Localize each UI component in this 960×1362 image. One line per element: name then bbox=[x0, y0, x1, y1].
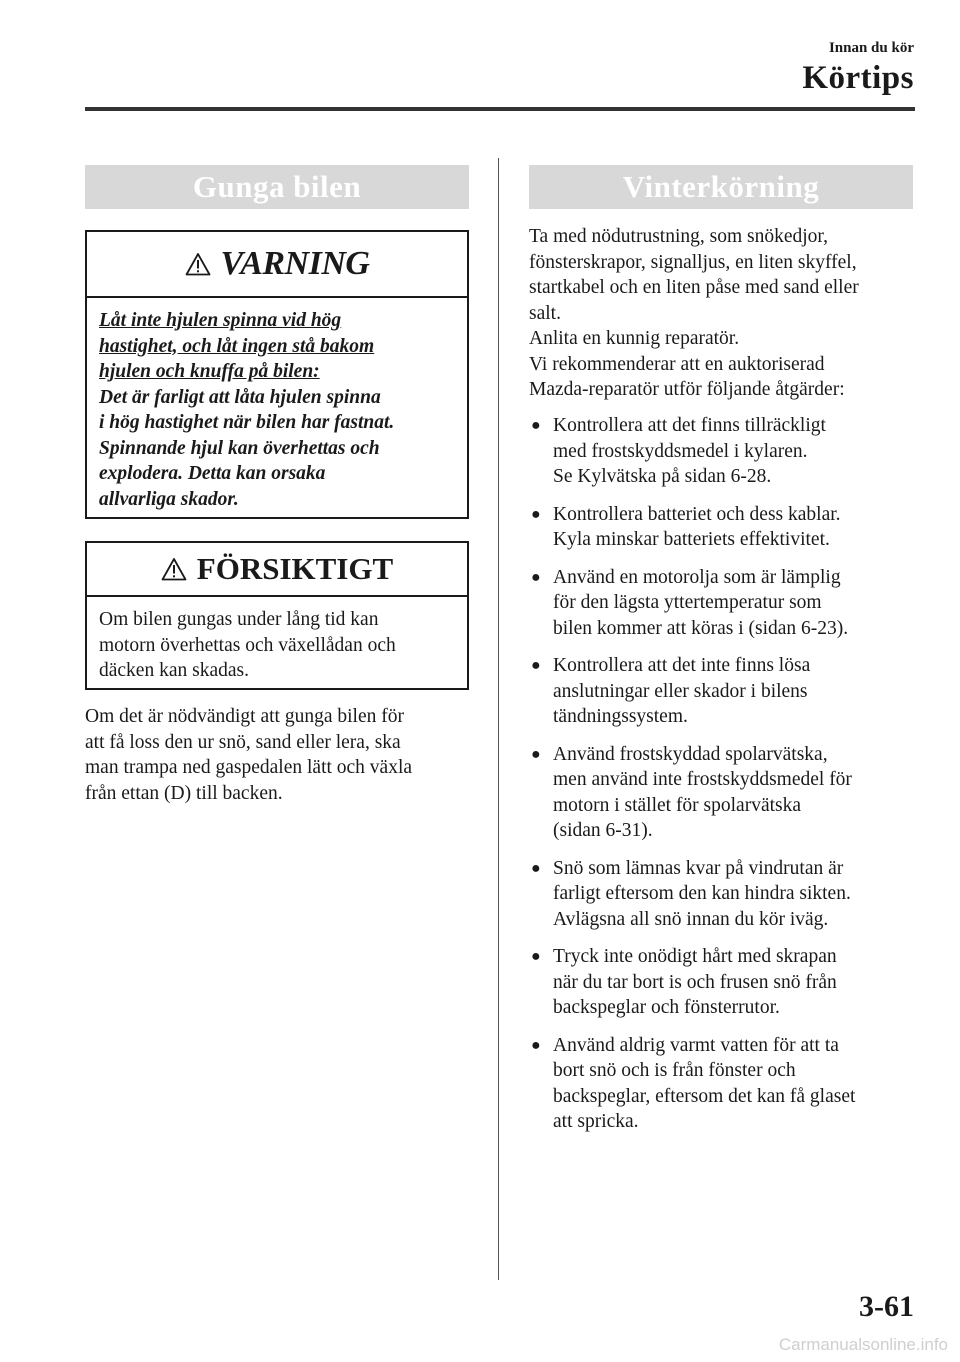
warning-underlined-line: hjulen och knuffa på bilen: bbox=[99, 361, 320, 382]
bullet-icon: ● bbox=[531, 657, 541, 674]
warning-underlined-line: Låt inte hjulen spinna vid hög bbox=[99, 310, 342, 331]
chapter-label: Innan du kör bbox=[828, 40, 914, 56]
warning-line: explodera. Detta kan orsaka bbox=[99, 463, 326, 484]
paragraph-line: från ettan (D) till backen. bbox=[85, 782, 283, 804]
winter-intro bbox=[529, 224, 929, 403]
warning-text bbox=[87, 298, 467, 512]
bullet-icon: ● bbox=[531, 568, 541, 586]
warning-box bbox=[85, 230, 469, 519]
intro-line: Ta med nödutrustning, som snökedjor, bbox=[529, 226, 828, 247]
warning-title: VARNING bbox=[220, 245, 370, 282]
winter-checklist bbox=[529, 413, 929, 1147]
list-item-line: Kontrollera batteriet och dess kablar. bbox=[553, 503, 841, 525]
list-item-line: när du tar bort is och frusen snö från bbox=[553, 971, 837, 993]
rocking-paragraph bbox=[85, 704, 485, 806]
bullet-icon: ● bbox=[531, 948, 541, 965]
intro-line: salt. bbox=[529, 302, 561, 324]
list-item bbox=[529, 1033, 929, 1135]
section-title-gunga-bilen: Gunga bilen bbox=[85, 165, 469, 209]
list-item-line: för den lägsta yttertemperatur som bbox=[553, 592, 822, 613]
list-item bbox=[529, 502, 929, 553]
warning-triangle-icon bbox=[185, 252, 211, 276]
list-item-line: men använd inte frostskyddsmedel för bbox=[553, 769, 852, 790]
warning-line: Spinnande hjul kan överhettas och bbox=[99, 437, 380, 459]
caution-triangle-icon bbox=[161, 557, 187, 581]
intro-line: fönsterskrapor, signalljus, en liten skyffel, bbox=[529, 251, 857, 273]
list-item-line: motorn i stället för spolarvätska bbox=[553, 794, 802, 816]
caution-line: Om bilen gungas under lång tid kan bbox=[99, 609, 379, 630]
warning-line: Det är farligt att låta hjulen spinna bbox=[99, 386, 381, 408]
warning-underlined-line: hastighet, och låt ingen stå bakom bbox=[99, 335, 375, 357]
warning-header bbox=[87, 232, 467, 298]
caution-header bbox=[87, 543, 467, 597]
list-item-line: backspeglar och fönsterrutor. bbox=[553, 997, 780, 1018]
paragraph-line: Om det är nödvändigt att gunga bilen för bbox=[85, 706, 404, 727]
section-title-vinterkorning: Vinterkörning bbox=[529, 165, 913, 209]
list-item-line: Använd frostskyddad spolarvätska, bbox=[553, 743, 828, 765]
bullet-icon: ● bbox=[531, 505, 541, 523]
caution-line: däcken kan skadas. bbox=[99, 660, 249, 681]
list-item bbox=[529, 944, 929, 1021]
list-item-line: bort snö och is från fönster och bbox=[553, 1060, 796, 1081]
header-divider bbox=[85, 107, 915, 111]
list-item-line: Kyla minskar batteriets effektivitet. bbox=[553, 529, 830, 550]
list-item bbox=[529, 565, 929, 642]
bullet-icon: ● bbox=[531, 1036, 541, 1054]
list-item bbox=[529, 413, 929, 490]
footer-watermark: Carmanualsonline.info bbox=[778, 1335, 948, 1354]
page-number: 3-61 bbox=[859, 1290, 914, 1323]
intro-line: Vi rekommenderar att en auktoriserad bbox=[529, 353, 825, 375]
list-item-line: tändningssystem. bbox=[553, 706, 688, 727]
list-item-line: med frostskyddsmedel i kylaren. bbox=[553, 440, 808, 462]
list-item-line: backspeglar, eftersom det kan få glaset bbox=[553, 1085, 856, 1107]
list-item-line: (sidan 6-31). bbox=[553, 820, 653, 841]
list-item-line: Använd aldrig varmt vatten för att ta bbox=[553, 1034, 839, 1056]
list-item-line: Använd en motorolja som är lämplig bbox=[553, 566, 841, 588]
list-item-line: farligt eftersom den kan hindra sikten. bbox=[553, 883, 851, 904]
paragraph-line: att få loss den ur snö, sand eller lera, ska bbox=[85, 731, 401, 753]
intro-line: Mazda-reparatör utför följande åtgärder: bbox=[529, 379, 845, 400]
list-item-line: bilen kommer att köras i (sidan 6-23). bbox=[553, 617, 849, 639]
warning-line: i hög hastighet när bilen har fastnat. bbox=[99, 412, 395, 433]
bullet-icon: ● bbox=[531, 745, 541, 763]
list-item-line: Kontrollera att det inte finns lösa bbox=[553, 655, 811, 676]
intro-line: Anlita en kunnig reparatör. bbox=[529, 328, 740, 349]
bullet-icon: ● bbox=[531, 417, 541, 434]
caution-text bbox=[87, 597, 467, 684]
caution-line: motorn överhettas och växellådan och bbox=[99, 634, 396, 656]
list-item bbox=[529, 856, 929, 933]
intro-line: startkabel och en liten påse med sand eller bbox=[529, 277, 859, 298]
page-title: Körtips bbox=[802, 60, 914, 96]
column-divider bbox=[498, 158, 499, 1280]
list-item-line: anslutningar eller skador i bilens bbox=[553, 680, 808, 702]
paragraph-line: man trampa ned gaspedalen lätt och växla bbox=[85, 757, 413, 778]
list-item-line: Se Kylvätska på sidan 6-28. bbox=[553, 466, 772, 487]
list-item-line: att spricka. bbox=[553, 1111, 639, 1132]
list-item bbox=[529, 653, 929, 730]
list-item-line: Tryck inte onödigt hårt med skrapan bbox=[553, 946, 837, 967]
list-item-line: Snö som lämnas kvar på vindrutan är bbox=[553, 857, 844, 879]
warning-line: allvarliga skador. bbox=[99, 488, 239, 510]
bullet-icon: ● bbox=[531, 859, 541, 877]
caution-box bbox=[85, 541, 469, 690]
list-item-line: Kontrollera att det finns tillräckligt bbox=[553, 415, 826, 436]
caution-title: FÖRSIKTIGT bbox=[196, 551, 394, 586]
list-item bbox=[529, 742, 929, 844]
list-item-line: Avlägsna all snö innan du kör iväg. bbox=[553, 908, 829, 930]
